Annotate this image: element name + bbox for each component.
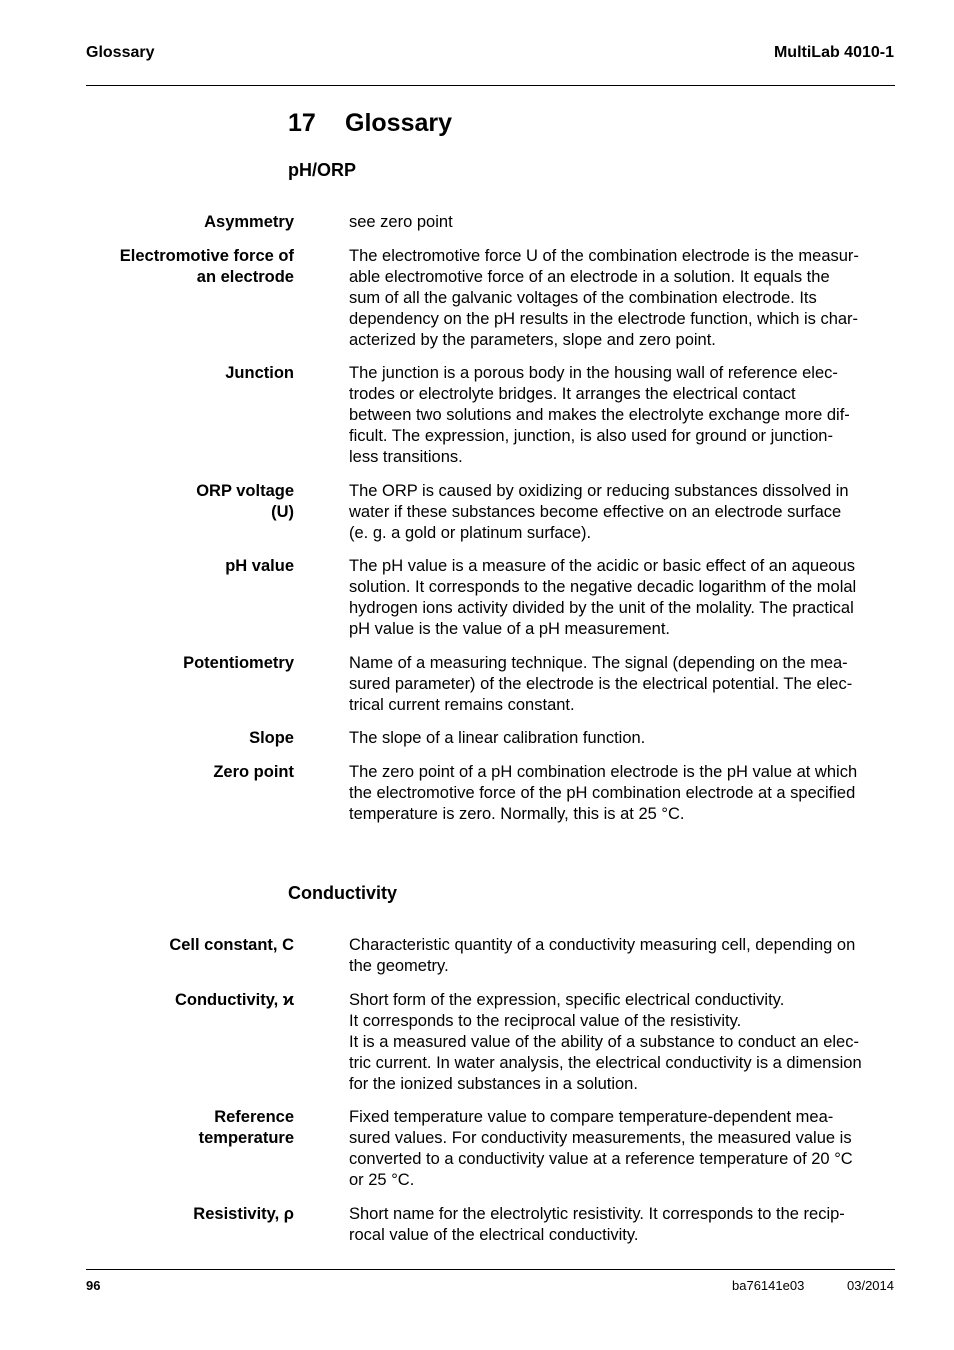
glossary-definition: see zero point bbox=[349, 213, 453, 231]
running-header-left: Glossary bbox=[86, 44, 155, 61]
glossary-entry bbox=[86, 728, 886, 749]
glossary-entry bbox=[86, 990, 886, 1095]
glossary-term: Resistivity, ρ bbox=[193, 1204, 294, 1223]
document-id: ba76141e03 bbox=[732, 1278, 805, 1293]
section-heading-conductivity: Conductivity bbox=[288, 883, 398, 903]
glossary-entry bbox=[86, 556, 886, 640]
glossary-definition: Characteristic quantity of a conductivity measuring cell, depending on the geometry. bbox=[349, 936, 856, 975]
section-heading-ph-orp: pH/ORP bbox=[288, 160, 357, 180]
glossary-definition: The zero point of a pH combination electrode is the pH value at which the electromotive force of the pH combination electrode at a specified temperature is zero. Normally, this is at 25 °C. bbox=[349, 762, 858, 823]
glossary-term: Potentiometry bbox=[183, 653, 294, 672]
glossary-entry bbox=[86, 935, 886, 977]
chapter-title: Glossary bbox=[345, 109, 453, 137]
glossary-term: pH value bbox=[225, 557, 294, 575]
glossary-entry bbox=[86, 762, 886, 825]
footer-divider bbox=[86, 1269, 895, 1270]
running-header-right: MultiLab 4010-1 bbox=[773, 44, 894, 61]
glossary-term: Junction bbox=[225, 364, 294, 382]
glossary-definition: Short form of the expression, specific electrical conductivity. It corresponds to the reciprocal value of the resistivity. It is a measured value of the ability of a substance to conduct an elec- tric current. In water analysis, the electrical conductivity is a dimension for the ionized substances in a solution. bbox=[349, 990, 862, 1093]
glossary-entry bbox=[86, 212, 886, 233]
glossary-term: Reference temperature bbox=[198, 1108, 294, 1147]
glossary-definition: The junction is a porous body in the housing wall of reference elec- trodes or electrolyte bridges. It arranges the electrical contact between two solutions and makes the electrolyte exchange more dif- ficult. The expression, junction, is also used for ground or junction- less transitions. bbox=[349, 364, 850, 466]
glossary-entry bbox=[86, 246, 886, 351]
chapter-heading bbox=[288, 108, 452, 138]
glossary-definition: Name of a measuring technique. The signal (depending on the mea- sured parameter) of the electrode is the electrical potential. The elec- trical current remains constant. bbox=[349, 653, 853, 714]
glossary-term: Zero point bbox=[213, 762, 294, 781]
glossary-definition: Fixed temperature value to compare temperature-dependent mea- sured values. For conductivity measurements, the measured value is converted to a conductivity value at a reference temperature of 20 °C or 25 °C. bbox=[349, 1108, 853, 1189]
glossary-list-ph-orp bbox=[86, 212, 886, 837]
glossary-definition: The pH value is a measure of the acidic or basic effect of an aqueous solution. It corresponds to the negative decadic logarithm of the molal hydrogen ions activity divided by the unit of the molality. The practical pH value is the value of a pH measurement. bbox=[349, 557, 857, 638]
glossary-term: Conductivity, ϰ bbox=[174, 990, 294, 1009]
page-number: 96 bbox=[86, 1278, 101, 1293]
glossary-term: Cell constant, C bbox=[169, 936, 294, 954]
glossary-entry bbox=[86, 363, 886, 468]
glossary-entry bbox=[86, 1204, 886, 1246]
glossary-definition: Short name for the electrolytic resistivity. It corresponds to the recip- rocal value of the electrical conductivity. bbox=[349, 1204, 845, 1244]
glossary-entry bbox=[86, 653, 886, 716]
chapter-number: 17 bbox=[288, 109, 316, 137]
glossary-term: ORP voltage (U) bbox=[196, 481, 294, 521]
document-date: 03/2014 bbox=[847, 1278, 894, 1293]
glossary-definition: The slope of a linear calibration function. bbox=[349, 729, 646, 747]
header-divider bbox=[86, 85, 895, 86]
glossary-definition: The ORP is caused by oxidizing or reducing substances dissolved in water if these substances become effective on an electrode surface (e. g. a gold or platinum surface). bbox=[349, 481, 849, 542]
glossary-entry bbox=[86, 481, 886, 544]
glossary-definition: The electromotive force U of the combination electrode is the measur- able electromotive force of an electrode in a solution. It equals the sum of all the galvanic voltages of the combination electrode. Its dependency on the pH results in the electrode function, which is char- acterized by the parameters, slope and zero point. bbox=[349, 246, 859, 349]
glossary-term: Asymmetry bbox=[204, 213, 294, 231]
glossary-list-conductivity bbox=[86, 935, 886, 1258]
glossary-term: Electromotive force of an electrode bbox=[119, 246, 294, 286]
glossary-entry bbox=[86, 1107, 886, 1191]
glossary-term: Slope bbox=[249, 729, 294, 747]
